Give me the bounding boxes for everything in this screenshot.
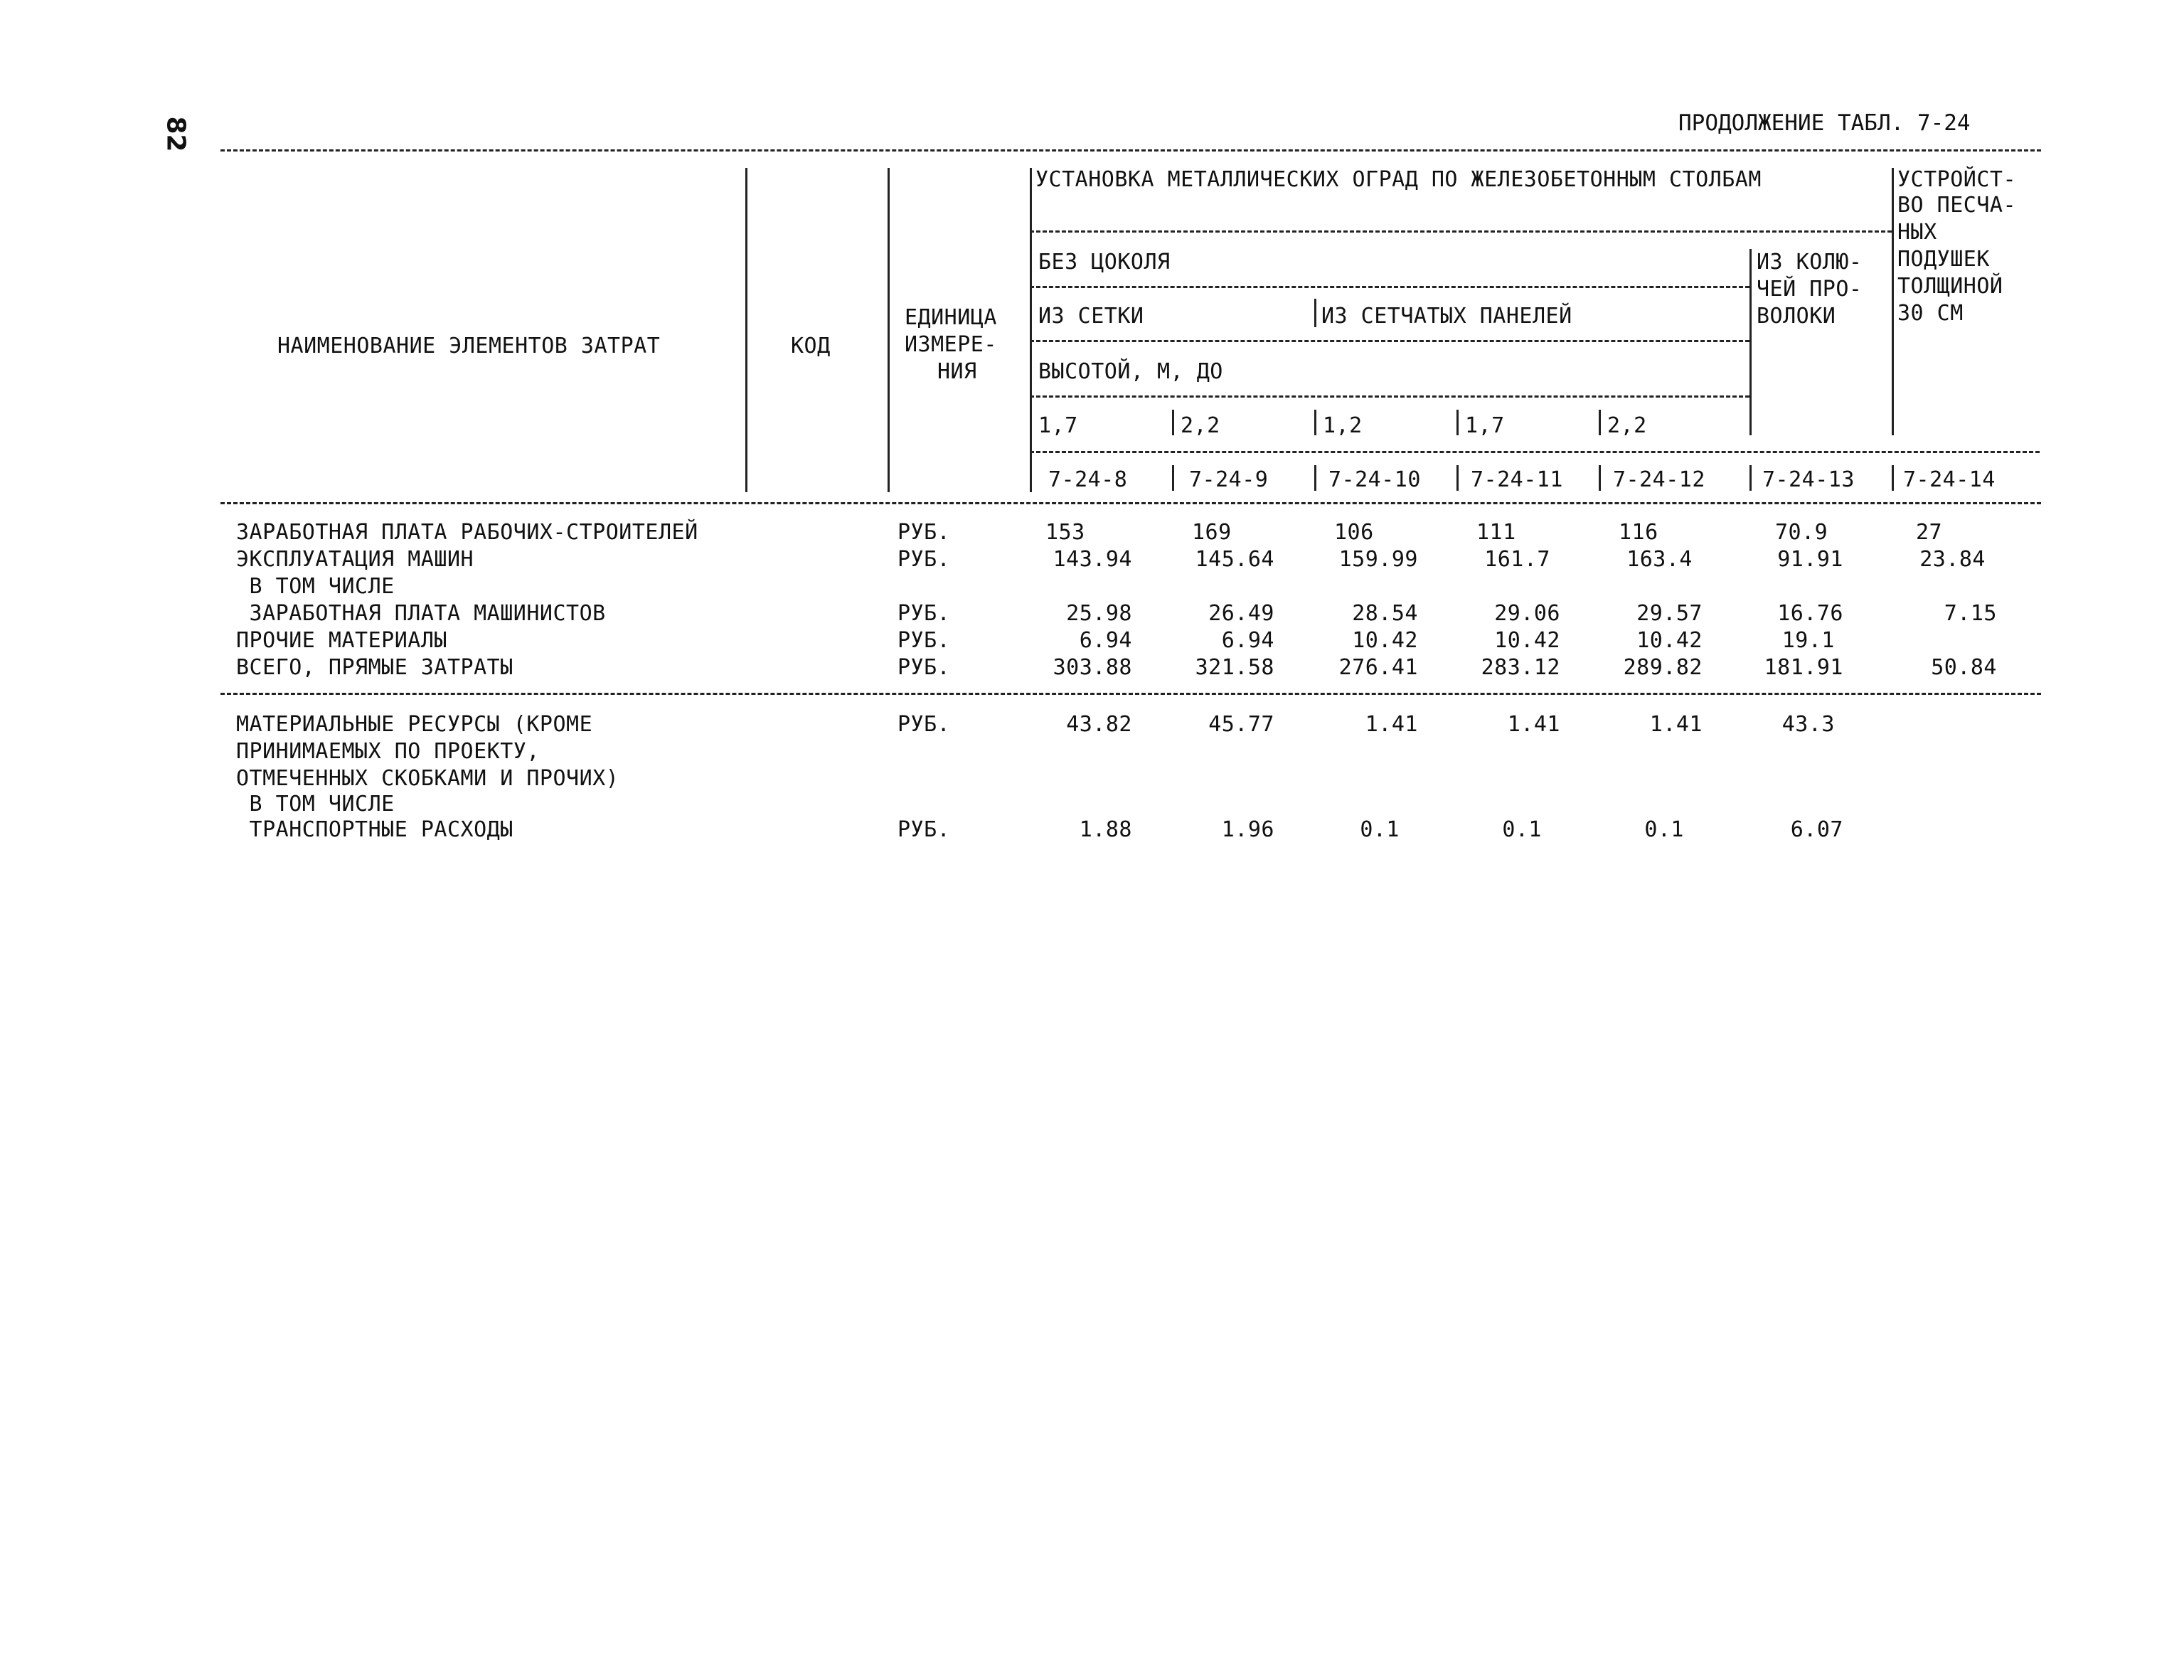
height-4: 1,7 — [1465, 413, 1505, 438]
cell: 106 — [1334, 520, 1374, 545]
cell: 1.41 — [1507, 712, 1560, 737]
code-3: 7-24-10 — [1328, 467, 1421, 492]
cell: 45.77 — [1208, 712, 1274, 737]
cell: 6.94 — [1079, 628, 1132, 653]
height-divider — [1599, 410, 1601, 435]
row-name: ВСЕГО, ПРЯМЫЕ ЗАТРАТЫ — [236, 655, 513, 680]
height-divider — [1456, 410, 1459, 435]
cell: 143.94 — [1053, 547, 1132, 572]
height-1: 1,7 — [1038, 413, 1078, 438]
cell: 10.42 — [1636, 628, 1703, 653]
rule-under-mesh — [1030, 340, 1749, 342]
header-panels: ИЗ СЕТЧАТЫХ ПАНЕЛЕЙ — [1321, 304, 1572, 329]
rule-above-codes — [1030, 451, 2040, 453]
code-divider — [1172, 465, 1174, 491]
header-unit-1: ЕДИНИЦА — [905, 305, 997, 330]
cell: 303.88 — [1053, 655, 1132, 680]
cell: 19.1 — [1781, 628, 1835, 653]
cell: 29.57 — [1636, 601, 1703, 626]
row-unit: РУБ. — [897, 817, 951, 842]
header-unit-2: ИЗМЕРЕ- — [905, 332, 997, 357]
cell: 1.41 — [1649, 712, 1703, 737]
cell: 1.96 — [1221, 817, 1274, 842]
row-name: В ТОМ ЧИСЛЕ — [236, 792, 395, 817]
rule-under-no-base — [1030, 286, 1749, 288]
header-group-main: УСТАНОВКА МЕТАЛЛИЧЕСКИХ ОГРАД ПО ЖЕЛЕЗОБЕТОННЫМ СТОЛБАМ — [1035, 167, 1762, 192]
height-2: 2,2 — [1181, 413, 1220, 438]
cell: 16.76 — [1777, 601, 1843, 626]
cell: 10.42 — [1494, 628, 1560, 653]
header-code: КОД — [791, 334, 831, 358]
cell: 289.82 — [1623, 655, 1703, 680]
row-unit: РУБ. — [897, 547, 951, 572]
cell: 26.49 — [1208, 601, 1274, 626]
cell: 10.42 — [1352, 628, 1418, 653]
row-name: ОТМЕЧЕННЫХ СКОБКАМИ И ПРОЧИХ) — [236, 766, 619, 791]
cell: 276.41 — [1338, 655, 1418, 680]
cell: 25.98 — [1066, 601, 1132, 626]
col-divider-name — [745, 168, 747, 492]
cell: 145.64 — [1195, 547, 1274, 572]
cell: 91.91 — [1777, 547, 1843, 572]
cell: 169 — [1192, 520, 1232, 545]
cell: 27 — [1916, 520, 1943, 545]
code-1: 7-24-8 — [1048, 467, 1128, 492]
cell: 0.1 — [1502, 817, 1542, 842]
header-no-base: БЕЗ ЦОКОЛЯ — [1038, 250, 1171, 275]
row-unit: РУБ. — [897, 520, 951, 545]
height-divider — [1314, 410, 1316, 435]
top-rule — [220, 149, 2041, 151]
code-divider — [1892, 465, 1894, 491]
cell: 181.91 — [1764, 655, 1843, 680]
col-divider-barbed — [1749, 249, 1752, 435]
cell: 43.3 — [1781, 712, 1835, 737]
row-name: В ТОМ ЧИСЛЕ — [236, 574, 395, 599]
code-7: 7-24-14 — [1903, 467, 1996, 492]
code-divider — [1599, 465, 1601, 491]
header-barbed-2: ЧЕЙ ПРО- — [1757, 277, 1863, 302]
header-sand-6: 30 СМ — [1897, 301, 1964, 326]
cell: 0.1 — [1644, 817, 1684, 842]
row-unit: РУБ. — [897, 712, 951, 737]
cell: 163.4 — [1626, 547, 1693, 572]
col-divider-mesh-panels — [1314, 299, 1316, 327]
cell: 111 — [1476, 520, 1516, 545]
code-divider — [1456, 465, 1459, 491]
header-sand-1: УСТРОЙСТ- — [1897, 167, 2017, 192]
col-divider-main — [1892, 168, 1894, 435]
header-sand-5: ТОЛЩИНОЙ — [1897, 274, 2003, 299]
cell: 0.1 — [1360, 817, 1400, 842]
page-number: 82 — [161, 116, 191, 152]
cell: 6.07 — [1790, 817, 1843, 842]
cell: 321.58 — [1195, 655, 1274, 680]
header-unit-3: НИЯ — [937, 359, 977, 384]
cell: 161.7 — [1484, 547, 1550, 572]
row-name: ПРИНИМАЕМЫХ ПО ПРОЕКТУ, — [236, 739, 540, 764]
header-mesh: ИЗ СЕТКИ — [1038, 304, 1144, 329]
cell: 70.9 — [1775, 520, 1828, 545]
row-name: ЗАРАБОТНАЯ ПЛАТА РАБОЧИХ-СТРОИТЕЛЕЙ — [236, 520, 698, 545]
header-barbed-3: ВОЛОКИ — [1757, 304, 1836, 329]
rule-under-height — [1030, 395, 1749, 398]
cell: 116 — [1619, 520, 1658, 545]
code-5: 7-24-12 — [1613, 467, 1705, 492]
header-sand-4: ПОДУШЕК — [1897, 247, 1990, 272]
height-5: 2,2 — [1607, 413, 1647, 438]
cell: 159.99 — [1338, 547, 1418, 572]
cell: 1.88 — [1079, 817, 1132, 842]
code-divider — [1749, 465, 1752, 491]
cell: 23.84 — [1919, 547, 1986, 572]
row-unit: РУБ. — [897, 628, 951, 653]
cell: 7.15 — [1944, 601, 1997, 626]
height-divider — [1172, 410, 1174, 435]
header-name: НАИМЕНОВАНИЕ ЭЛЕМЕНТОВ ЗАТРАТ — [277, 334, 661, 358]
table-continuation-title: ПРОДОЛЖЕНИЕ ТАБЛ. 7-24 — [1678, 110, 1971, 136]
header-sand-3: НЫХ — [1897, 220, 1937, 245]
col-divider-unit — [1030, 168, 1032, 492]
row-name: МАТЕРИАЛЬНЫЕ РЕСУРСЫ (КРОМЕ — [236, 712, 593, 737]
section-rule — [220, 693, 2041, 695]
header-sand-2: ВО ПЕСЧА- — [1897, 193, 2017, 218]
cell: 1.41 — [1365, 712, 1418, 737]
row-name: ЭКСПЛУАТАЦИЯ МАШИН — [236, 547, 474, 572]
code-4: 7-24-11 — [1471, 467, 1563, 492]
row-unit: РУБ. — [897, 601, 951, 626]
code-2: 7-24-9 — [1189, 467, 1269, 492]
col-divider-code — [888, 168, 890, 492]
row-name: ТРАНСПОРТНЫЕ РАСХОДЫ — [236, 817, 513, 842]
rule-under-main-group — [1030, 230, 1892, 233]
cell: 153 — [1045, 520, 1085, 545]
header-barbed-1: ИЗ КОЛЮ- — [1757, 250, 1863, 275]
cell: 29.06 — [1494, 601, 1560, 626]
code-6: 7-24-13 — [1762, 467, 1855, 492]
code-divider — [1314, 465, 1316, 491]
header-bottom-rule — [220, 502, 2041, 504]
row-unit: РУБ. — [897, 655, 951, 680]
cell: 43.82 — [1066, 712, 1132, 737]
cell: 283.12 — [1481, 655, 1560, 680]
cell: 28.54 — [1352, 601, 1418, 626]
height-3: 1,2 — [1323, 413, 1363, 438]
row-name: ПРОЧИЕ МАТЕРИАЛЫ — [236, 628, 447, 653]
row-name: ЗАРАБОТНАЯ ПЛАТА МАШИНИСТОВ — [236, 601, 606, 626]
cell: 50.84 — [1931, 655, 1997, 680]
cell: 6.94 — [1221, 628, 1274, 653]
header-height: ВЫСОТОЙ, М, ДО — [1038, 359, 1223, 384]
